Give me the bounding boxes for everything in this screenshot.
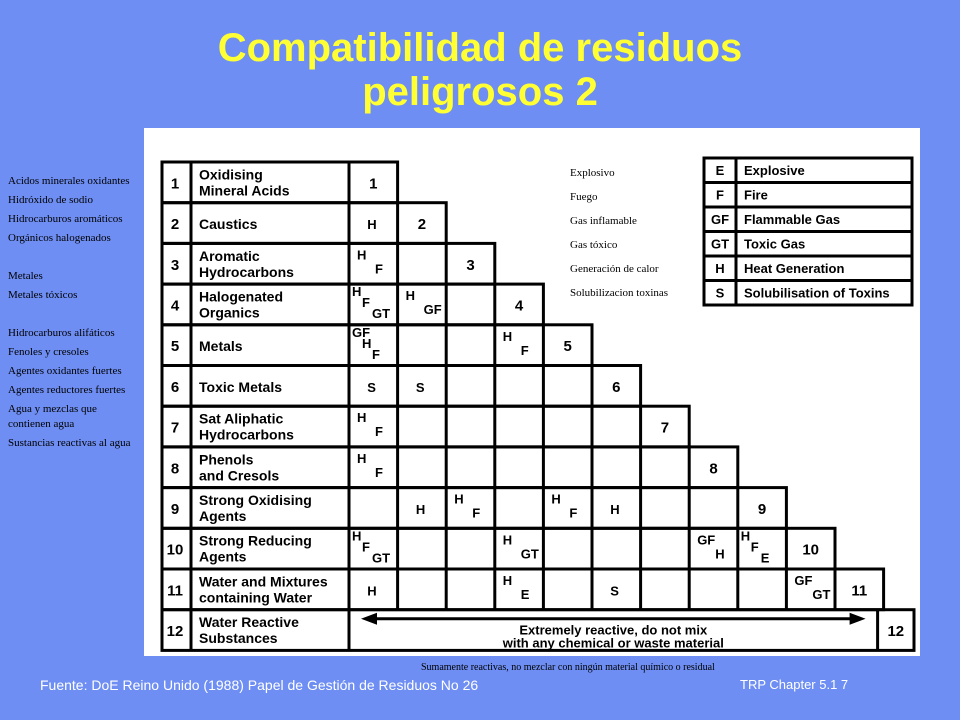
legend-code: F — [716, 187, 724, 203]
diagonal-number: 7 — [660, 419, 670, 437]
hazard-code: S — [610, 583, 619, 599]
spanish-legend-item: Fuego — [570, 191, 598, 203]
hazard-code: H — [502, 328, 513, 344]
arrow-right-head — [850, 613, 866, 625]
hazard-code: S — [367, 379, 376, 395]
row-label: Agents — [199, 507, 247, 524]
row-number: 8 — [170, 460, 180, 478]
legend-code: H — [715, 261, 725, 276]
hazard-code: GF — [697, 532, 716, 548]
row-label: Halogenated — [199, 288, 284, 305]
diagonal-number: 10 — [802, 541, 820, 559]
row-label: Strong Oxidising — [199, 491, 312, 508]
row-label: Water Reactive — [199, 614, 299, 631]
compatibility-chart — [144, 128, 920, 656]
spanish-legend-item: Generación de calor — [570, 263, 659, 275]
slide-title: Compatibilidad de residuos peligrosos 2 — [217, 26, 743, 114]
spanish-category-list — [8, 174, 136, 455]
diagonal-number: 8 — [709, 460, 718, 478]
row-number: 2 — [170, 216, 180, 234]
legend-label: Fire — [744, 187, 768, 203]
legend-label: Explosive — [744, 163, 805, 178]
diagonal-number: 1 — [369, 175, 378, 193]
hazard-code: H — [357, 247, 367, 263]
diagonal-number: 4 — [514, 297, 524, 315]
row-label: Agents — [199, 548, 247, 565]
spanish-legend-item: Gas tóxico — [570, 239, 618, 251]
row-number: 7 — [170, 419, 180, 437]
hazard-code: H — [367, 217, 377, 233]
row-number: 12 — [166, 623, 184, 641]
diagonal-number: 5 — [563, 338, 572, 356]
legend-label: Flammable Gas — [744, 212, 841, 227]
hazard-code: F — [375, 424, 383, 440]
hazard-code: F — [375, 464, 383, 480]
row-number: 4 — [170, 297, 180, 315]
row-label: Mineral Acids — [199, 182, 290, 199]
hazard-code: H — [502, 532, 513, 548]
row12-warning-text: with any chemical or waste material — [502, 635, 724, 651]
row-label: Hydrocarbons — [199, 426, 294, 443]
diagonal-number: 2 — [417, 216, 427, 234]
row-label: Caustics — [199, 216, 258, 233]
legend-label: Toxic Gas — [744, 236, 806, 252]
spanish-category: Metales — [8, 270, 43, 282]
compatibility-chart-panel — [144, 128, 920, 656]
hazard-code: F — [375, 261, 383, 277]
row-label: Oxidising — [199, 166, 263, 183]
hazard-code: F — [372, 346, 380, 362]
hazard-code: H — [352, 528, 362, 544]
hazard-code: E — [520, 587, 530, 602]
row-number: 10 — [166, 541, 184, 559]
diagonal-number: 12 — [887, 623, 905, 641]
source-footer: Fuente: DoE Reino Unido (1988) Papel de Gestión de Residuos No 26 — [40, 677, 479, 693]
spanish-category: Agentes reductores fuertes — [8, 384, 126, 396]
row-label: containing Water — [199, 589, 313, 606]
diagonal-number: 6 — [612, 378, 621, 396]
spanish-legend-item: Solubilizacion toxinas — [570, 287, 669, 299]
row-number: 1 — [170, 175, 180, 193]
row12-warning-text: Extremely reactive, do not mix — [519, 622, 708, 638]
spanish-legend-item: Explosivo — [570, 167, 615, 179]
spanish-category: Metales tóxicos — [8, 289, 78, 301]
legend-label: Heat Generation — [744, 261, 845, 276]
row-label: Organics — [199, 304, 260, 321]
spanish-legend-item: Gas inflamable — [570, 215, 637, 227]
spanish-category: Agua y mezclas que contienen agua — [8, 403, 97, 430]
hazard-code: F — [750, 539, 759, 555]
diagonal-number: 3 — [466, 256, 475, 274]
hazard-code: H — [715, 546, 725, 562]
hazard-code: H — [610, 501, 620, 517]
row-label: Sat Aliphatic — [199, 410, 284, 427]
legend-code: S — [715, 285, 725, 301]
row-label: Phenols — [199, 451, 254, 468]
hazard-code: GT — [520, 546, 539, 562]
hazard-code: H — [357, 410, 367, 426]
hazard-code: H — [352, 284, 362, 300]
row-label: Toxic Metals — [199, 378, 282, 395]
row-label: Metals — [199, 338, 243, 355]
hazard-code: F — [472, 505, 481, 521]
legend-code: GF — [710, 212, 730, 227]
hazard-code: S — [415, 379, 425, 395]
spanish-category: Fenoles y cresoles — [8, 346, 89, 358]
hazard-code: H — [454, 491, 464, 507]
hazard-code: H — [405, 288, 415, 304]
hazard-code: H — [357, 450, 367, 466]
row-number: 3 — [170, 256, 180, 274]
hazard-code: GT — [372, 306, 391, 322]
hazard-code: F — [362, 539, 370, 555]
hazard-code: H — [551, 491, 561, 507]
row-label: Substances — [199, 630, 278, 647]
legend-code: E — [715, 163, 725, 178]
hazard-code: GT — [372, 550, 391, 566]
hazard-code: F — [362, 295, 370, 311]
spanish-category: Acidos minerales oxidantes — [8, 175, 130, 187]
row-label: Hydrocarbons — [199, 263, 294, 280]
hazard-code: GF — [423, 302, 442, 318]
arrow-left-head — [361, 613, 377, 625]
hazard-code: H — [362, 335, 372, 351]
row-number: 6 — [170, 378, 180, 396]
spanish-category: Hidróxido de sodio — [8, 194, 93, 206]
spanish-legend — [570, 166, 700, 310]
row-number: 5 — [170, 338, 180, 356]
hazard-code: H — [502, 573, 513, 588]
hazard-code: F — [569, 505, 578, 521]
legend-label: Solubilisation of Toxins — [744, 285, 890, 301]
hazard-code: H — [415, 501, 426, 517]
row-number: 9 — [170, 500, 180, 518]
spanish-category: Agentes oxidantes fuertes — [8, 365, 122, 377]
hazard-code: F — [520, 342, 529, 358]
legend-code: GT — [710, 236, 730, 252]
chapter-footer: TRP Chapter 5.1 7 — [740, 677, 849, 692]
spanish-category: Hidrocarburos alifáticos — [8, 327, 115, 339]
spanish-category: Sustancias reactivas al agua — [8, 437, 131, 449]
spanish-category: Orgánicos halogenados — [8, 232, 111, 244]
diagonal-number: 9 — [757, 500, 767, 518]
diagonal-number: 11 — [851, 582, 868, 600]
row-label: Water and Mixtures — [199, 573, 328, 590]
hazard-code: H — [367, 583, 377, 599]
row-label: and Cresols — [199, 467, 280, 484]
row12-spanish-note: Sumamente reactivas, no mezclar con ningún material químico o residual — [421, 662, 715, 673]
row-label: Strong Reducing — [199, 532, 312, 549]
hazard-code: H — [740, 528, 751, 544]
hazard-code: E — [760, 550, 770, 566]
hazard-code: GF — [794, 573, 813, 588]
hazard-code: GT — [812, 587, 831, 602]
row-number: 11 — [167, 582, 183, 600]
hazard-code: GF — [352, 324, 371, 340]
row-label: Aromatic — [199, 247, 260, 264]
spanish-category: Hidrocarburos aromáticos — [8, 213, 123, 225]
